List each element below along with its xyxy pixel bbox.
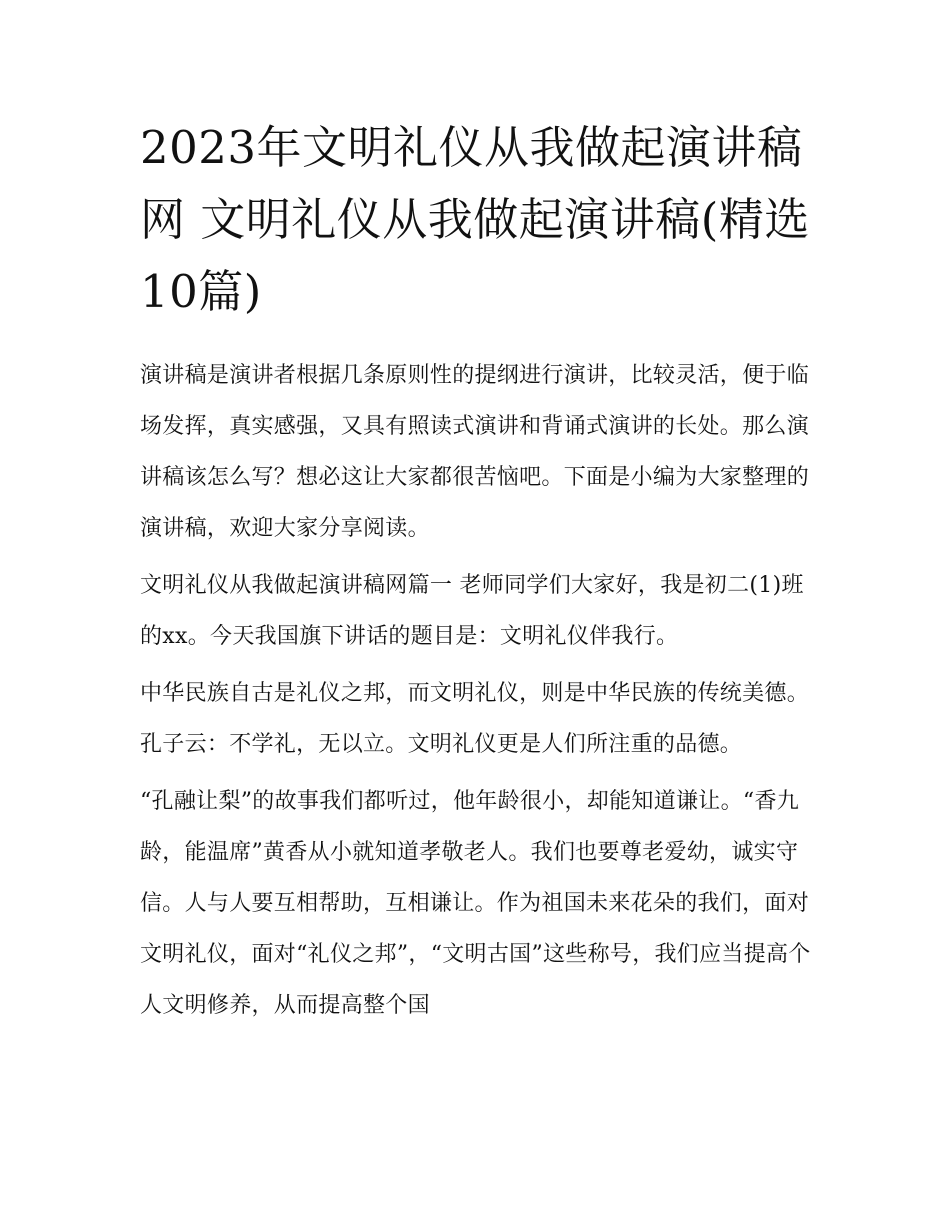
paragraph-etiquette-tradition: 中华民族自古是礼仪之邦，而文明礼仪，则是中华民族的传统美德。孔子云：不学礼，无以立。文明礼仪更是人们所注重的品德。 bbox=[140, 681, 810, 757]
paragraph-speech-opening: 文明礼仪从我做起演讲稿网篇一 老师同学们大家好，我是初二(1)班的xx。今天我国旗下讲话的题目是：文明礼仪伴我行。 bbox=[140, 573, 804, 649]
document-page bbox=[140, 112, 820, 1037]
document-title: 2023年文明礼仪从我做起演讲稿网 文明礼仪从我做起演讲稿(精选10篇) bbox=[140, 121, 810, 318]
paragraph-stories: “孔融让梨”的故事我们都听过，他年龄很小，却能知道谦让。“香九龄，能温席”黄香从小就知道孝敬老人。我们也要尊老爱幼，诚实守信。人与人要互相帮助，互相谦让。作为祖国未来花朵的我们，面对文明礼仪，面对“礼仪之邦”，“文明古国”这些称号，我们应当提高个人文明修养，从而提高整个国 bbox=[140, 789, 811, 1018]
paragraph-intro: 演讲稿是演讲者根据几条原则性的提纲进行演讲，比较灵活，便于临场发挥，真实感强，又具有照读式演讲和背诵式演讲的长处。那么演讲稿该怎么写？想必这让大家都很苦恼吧。下面是小编为大家整理的演讲稿，欢迎大家分享阅读。 bbox=[140, 363, 810, 541]
